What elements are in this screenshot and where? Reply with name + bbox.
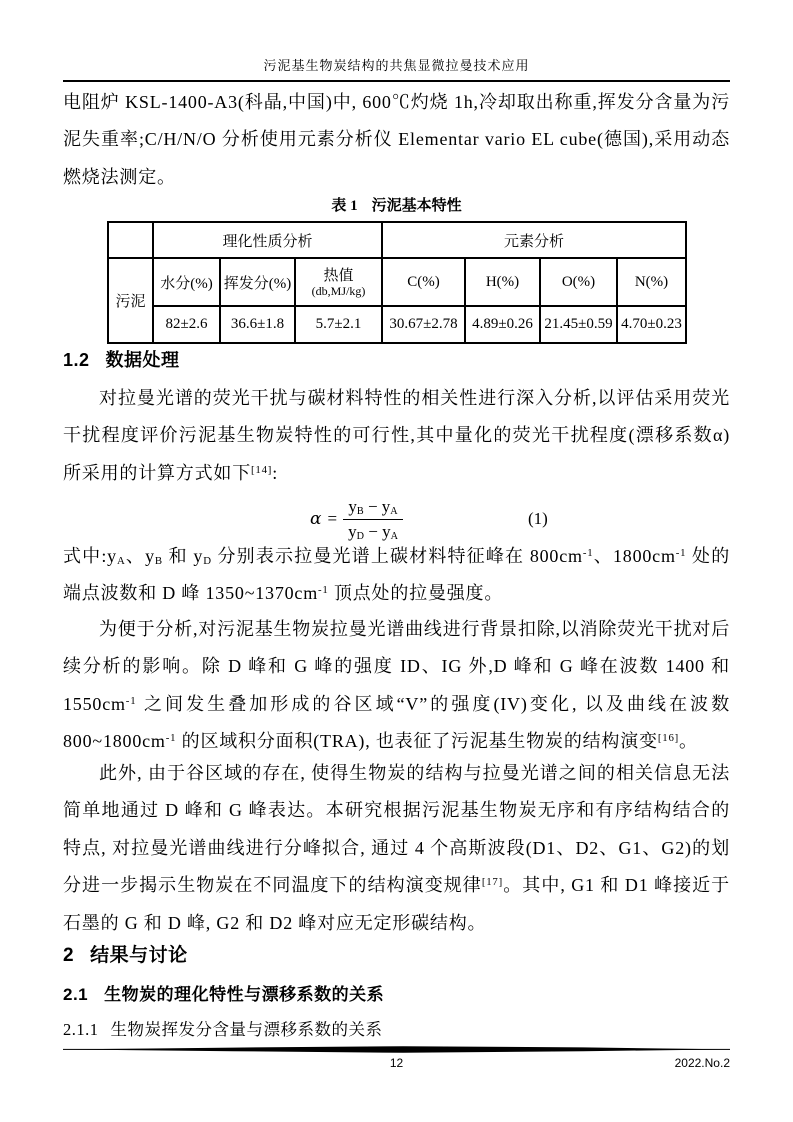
fraction-numerator: $y_B - y_A$ (343, 498, 403, 520)
cell-hydrogen-value: 4.89±0.26 (465, 306, 540, 343)
cell-nitrogen-value: 4.70±0.23 (617, 306, 686, 343)
table-column-header-row (108, 258, 686, 306)
paragraph-equation-terms: 式中$:y_A$、$y_B$ 和 $y_D$ 分别表示拉曼光谱上碳材料特征峰在 $800cm^{-1}$、$1800cm^{-1}$ 处的端点波数和 D 峰 $1350\sim 1370cm^{-1}$ 顶点处的拉曼强度。 (63, 546, 731, 604)
section-number: 2.1 (63, 985, 89, 1004)
footer (63, 1054, 730, 1072)
equation-number: (1) (528, 509, 548, 528)
col-header-hydrogen: H(%) (465, 258, 540, 306)
group-header-physchem: 理化性质分析 (153, 222, 382, 258)
row-label-sludge: 污泥 (108, 258, 153, 343)
alpha-symbol: α (310, 509, 322, 529)
table-caption-title: 污泥基本特性 (371, 198, 462, 214)
paragraph-background-subtraction: 为便于分析,对污泥基生物炭拉曼光谱曲线进行背景扣除,以消除荧光干扰对后续分析的影响。除 D 峰和 G 峰的强度 ID、IG 外,D 峰和 G 峰在波数 1400 和 $1550cm^{-1}$ 之间发生叠加形成的谷区域“V”的强度(IV)变化, 以及曲线在波数 $800\sim 1800cm^{-1}$ 的区域积分面积(TRA), 也表征了污泥基生物炭的结构演变[16]。 (63, 619, 730, 752)
col-header-nitrogen: N(%) (617, 258, 686, 306)
paragraph-methods: 电阻炉 KSL-1400-A3(科晶,中国)中, 600℃灼烧 1h,冷却取出称重,挥发分含量为污泥失重率;C/H/N/O 分析使用元素分析仪 Elementar vario EL cube(德国),采用动态燃烧法测定。 (63, 92, 730, 187)
paragraph-fluorescence: 对拉曼光谱的荧光干扰与碳材料特性的相关性进行深入分析,以评估采用荧光干扰程度评价污泥基生物炭特性的可行性,其中量化的荧光干扰程度(漂移系数α)所采用的计算方式如下[14]: (63, 388, 730, 483)
col-header-oxygen: O(%) (540, 258, 617, 306)
section-heading-2 (63, 940, 730, 967)
section-number: 2.1.1 (63, 1020, 99, 1039)
running-title: 污泥基生物炭结构的共焦显微拉曼技术应用 (63, 0, 730, 82)
issue-label: 2022.No.2 (674, 1056, 730, 1070)
col-header-heat-label: 热值 (323, 268, 354, 284)
table-caption (63, 196, 730, 216)
cell-carbon-value: 30.67±2.78 (382, 306, 465, 343)
table-caption-number: 表 1 (331, 198, 358, 214)
section-title: 数据处理 (105, 350, 180, 370)
section-number: 2 (63, 945, 75, 966)
col-header-heat-value (295, 258, 382, 306)
col-header-volatile: 挥发分(%) (220, 258, 295, 306)
col-header-heat-unit: (db,MJ/kg) (311, 284, 366, 298)
section-heading-1-2 (63, 346, 730, 372)
footer-divider (63, 1046, 730, 1053)
section-title: 生物炭的理化特性与漂移系数的关系 (104, 985, 385, 1004)
cell-moisture-value: 82±2.6 (153, 306, 220, 343)
empty-corner-cell (108, 222, 153, 258)
section-heading-2-1-1 (63, 1016, 730, 1040)
fraction-denominator: $y_D - y_A$ (348, 521, 398, 542)
page-number: 12 (389, 1056, 404, 1070)
paragraph-peak-fitting: 此外, 由于谷区域的存在, 使得生物炭的结构与拉曼光谱之间的相关信息无法简单地通过 D 峰和 G 峰表达。本研究根据污泥基生物炭无序和有序结构结合的特点, 对拉曼光谱曲线进行分峰拟合, 通过 4 个高斯波段(D1、D2、G1、G2)的划分进一步揭示生物炭在不同温度下的结构演变规律[17]。其中, G1 和 D1 峰接近于石墨的 G 和 D 峰, G2 和 D2 峰对应无定形碳结构。 (63, 763, 730, 933)
cell-volatile-value: 36.6±1.8 (220, 306, 295, 343)
cell-oxygen-value: 21.45±0.59 (540, 306, 617, 343)
section-number: 1.2 (63, 350, 90, 370)
equals-sign: = (327, 509, 338, 528)
table-group-header-row (108, 222, 686, 258)
col-header-moisture: 水分(%) (153, 258, 220, 306)
fraction (343, 498, 403, 541)
sludge-properties-table (107, 221, 687, 344)
section-title: 生物炭挥发分含量与漂移系数的关系 (110, 1020, 383, 1039)
group-header-elemental: 元素分析 (382, 222, 686, 258)
col-header-carbon: C(%) (382, 258, 465, 306)
table-data-row (108, 306, 686, 343)
section-heading-2-1 (63, 980, 730, 1005)
section-title: 结果与讨论 (90, 945, 188, 966)
cell-heat-value: 5.7±2.1 (295, 306, 382, 343)
